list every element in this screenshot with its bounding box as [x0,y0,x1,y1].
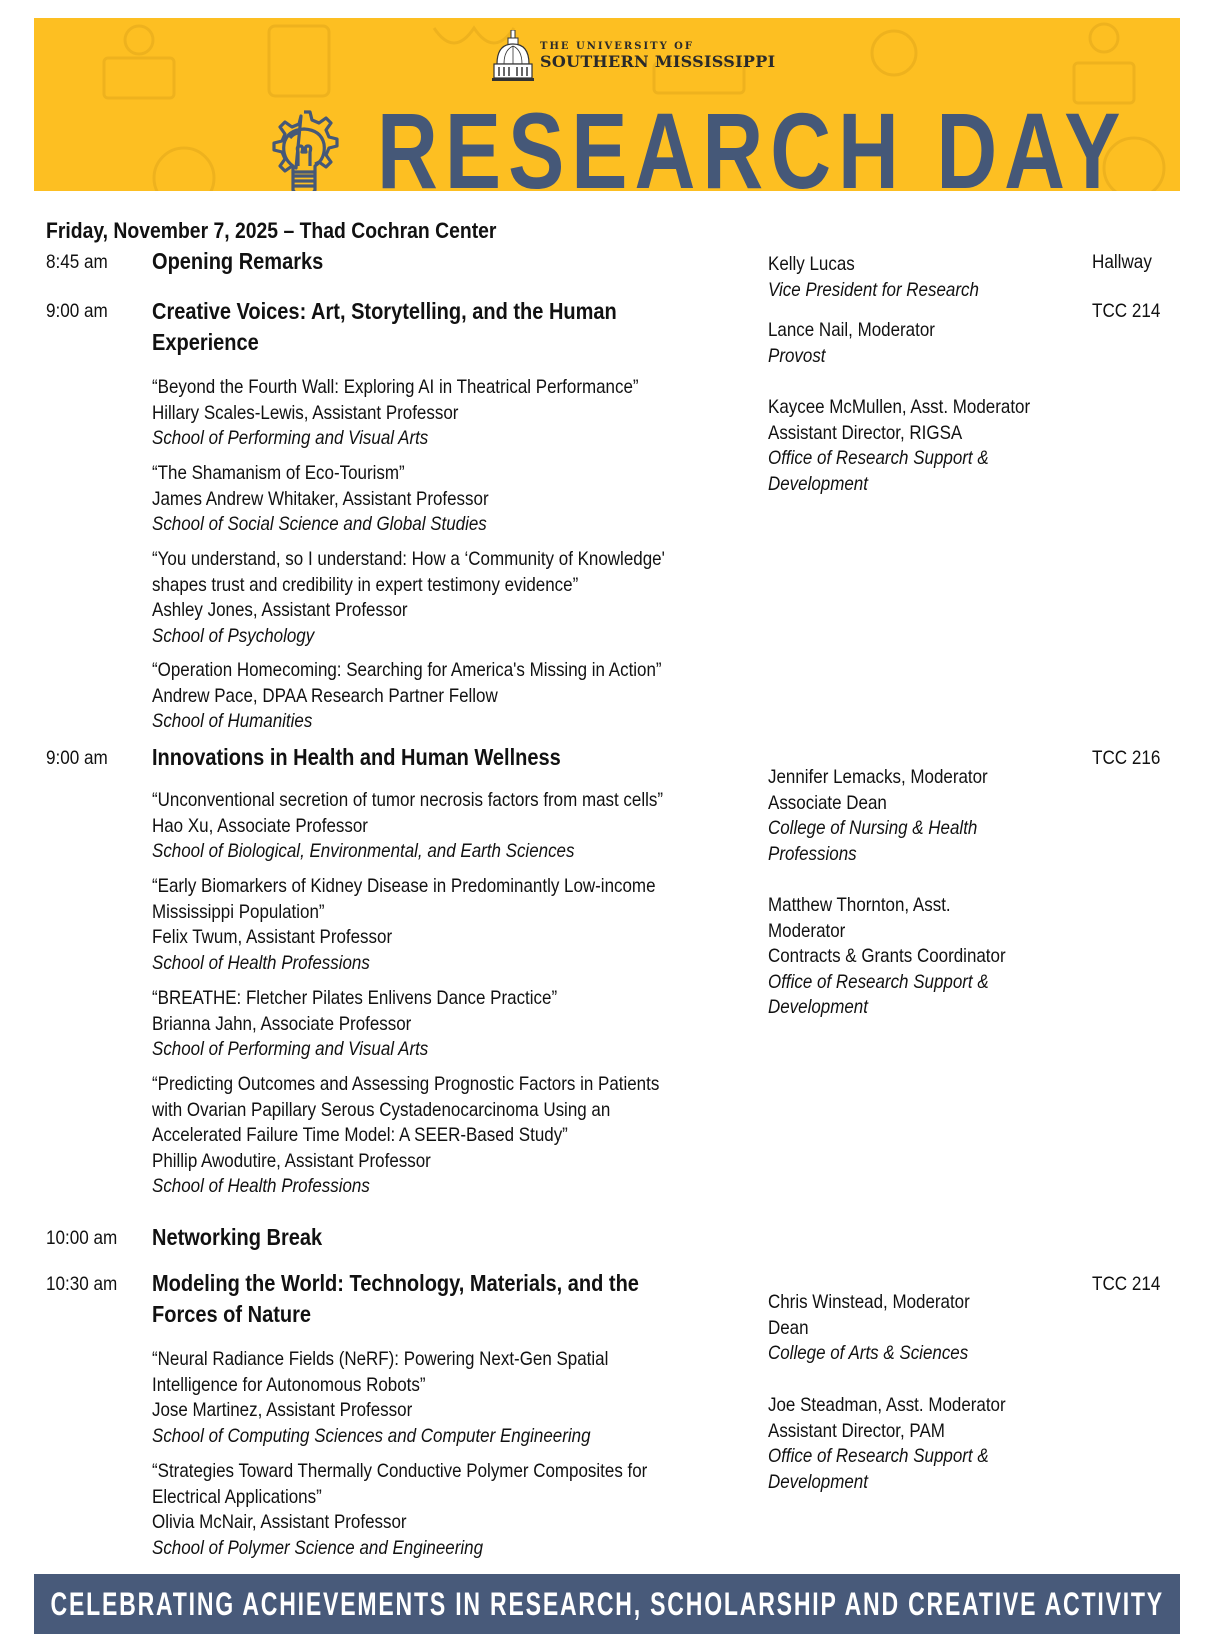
moderator-office: Professions [768,842,857,865]
talk-title-line: Mississippi Population” [152,900,325,923]
moderator-block [768,318,1081,369]
asst-moderator-block [768,1393,1081,1495]
talk-item [152,1347,718,1449]
talk-department: School of Psychology [152,624,315,647]
talk-title: “Beyond the Fourth Wall: Exploring AI in Theatrical Performance” [152,376,639,398]
slot-room: Hallway [1092,252,1152,273]
talk-item [152,788,718,865]
moderator-name: Lance Nail, Moderator [768,319,935,341]
asst-moderator-name: Matthew Thornton, Asst. [768,894,951,916]
moderator-block [768,1290,1081,1367]
talk-title-line: Electrical Applications” [152,1485,322,1508]
asst-moderator-block [768,893,1081,1021]
date-location-heading: Friday, November 7, 2025 – Thad Cochran Center [46,218,497,243]
talk-department: School of Social Science and Global Studies [152,513,487,536]
asst-moderator-position: Contracts & Grants Coordinator [768,945,1006,968]
talk-presenter: Ashley Jones, Assistant Professor [152,599,408,622]
moderator-office: College of Arts & Sciences [768,1342,969,1365]
talk-title-line: Accelerated Failure Time Model: A SEER-Based Study” [152,1124,568,1147]
talk-item [152,1459,718,1561]
asst-moderator-name: Kaycee McMullen, Asst. Moderator [768,396,1031,418]
capitol-dome-icon [492,30,534,82]
moderator-block [768,765,1081,867]
slot-title: Creative Voices: Art, Storytelling, and the Human Experience [152,298,617,355]
talk-title: “Operation Homecoming: Searching for America's Missing in Action” [152,659,662,681]
talk-presenter: Brianna Jahn, Associate Professor [152,1012,412,1035]
slot-title: Innovations in Health and Human Wellness [152,744,561,770]
event-title: RESEARCH DAY [377,90,1128,191]
talk-item [152,986,718,1063]
talk-title-line: with Ovarian Papillary Serous Cystadenocarcinoma Using an [152,1098,611,1121]
slot-title: Opening Remarks [152,248,324,274]
talk-title: “BREATHE: Fletcher Pilates Enlivens Dance Practice” [152,987,558,1009]
talk-department: School of Humanities [152,710,313,733]
talk-presenter: Felix Twum, Assistant Professor [152,926,393,949]
asst-moderator-position: Assistant Director, PAM [768,1419,945,1442]
talk-title: “The Shamanism of Eco-Tourism” [152,462,405,484]
talk-title-line: “Neural Radiance Fields (NeRF): Powering Next-Gen Spatial [152,1348,609,1370]
asst-moderator-name: Joe Steadman, Asst. Moderator [768,1394,1006,1416]
moderator-position: Associate Dean [768,791,887,814]
slot-time: 10:30 am [46,1274,118,1295]
talk-department: School of Polymer Science and Engineering [152,1536,484,1559]
asst-moderator-office: Office of Research Support & [768,1445,989,1468]
speaker-block [768,252,1081,303]
talk-department: School of Computing Sciences and Computer Engineering [152,1424,591,1447]
slot-time: 9:00 am [46,748,108,769]
talk-title-line: shapes trust and credibility in expert testimony evidence” [152,573,579,596]
moderator-name: Chris Winstead, Moderator [768,1291,970,1313]
talk-department: School of Performing and Visual Arts [152,427,429,450]
talk-presenter: Andrew Pace, DPAA Research Partner Fellow [152,684,498,707]
asst-moderator-office: Development [768,472,868,495]
talk-title-line: Intelligence for Autonomous Robots” [152,1373,426,1396]
moderator-name: Jennifer Lemacks, Moderator [768,766,988,788]
moderator-position: Dean [768,1316,809,1339]
asst-moderator-position: Assistant Director, RIGSA [768,421,963,444]
asst-moderator-block [768,395,1081,497]
talk-title-line: “Predicting Outcomes and Assessing Prognostic Factors in Patients [152,1073,660,1095]
talk-title-line: “You understand, so I understand: How a ‘Community of Knowledge' [152,548,665,570]
talk-presenter: Phillip Awodutire, Assistant Professor [152,1149,431,1172]
talk-department: School of Biological, Environmental, and Earth Sciences [152,840,575,863]
talk-item [152,375,718,452]
talk-item [152,1072,718,1200]
talk-presenter: Jose Martinez, Assistant Professor [152,1399,413,1422]
asst-moderator-office: Development [768,1470,868,1493]
talk-item [152,461,718,538]
slot-room: TCC 214 [1092,301,1161,322]
talk-item [152,547,718,649]
slot-title: Networking Break [152,1224,323,1250]
talk-presenter: James Andrew Whitaker, Assistant Professor [152,487,489,510]
talk-item [152,658,718,735]
footer-tagline: CELEBRATING ACHIEVEMENTS IN RESEARCH, SCHOLARSHIP AND CREATIVE ACTIVITY [50,1585,1164,1622]
talk-presenter: Hao Xu, Associate Professor [152,814,368,837]
university-name-line2: SOUTHERN MISSISSIPPI [540,52,776,71]
talk-department: School of Health Professions [152,1175,370,1198]
asst-moderator-name: Moderator [768,919,846,942]
asst-moderator-office: Office of Research Support & [768,970,989,993]
slot-time: 10:00 am [46,1228,118,1249]
speaker-role: Vice President for Research [768,278,979,301]
footer-banner [34,1574,1180,1634]
slot-room: TCC 214 [1092,1274,1161,1295]
slot-title: Modeling the World: Technology, Materials, and the Forces of Nature [152,1270,639,1327]
speaker-name: Kelly Lucas [768,253,855,275]
talk-presenter: Olivia McNair, Assistant Professor [152,1511,407,1534]
talk-title-line: “Early Biomarkers of Kidney Disease in Predominantly Low-income [152,875,656,897]
talk-department: School of Health Professions [152,951,370,974]
talk-title: “Unconventional secretion of tumor necrosis factors from mast cells” [152,789,664,811]
slot-time: 8:45 am [46,252,108,273]
talk-department: School of Performing and Visual Arts [152,1038,429,1061]
talk-title-line: “Strategies Toward Thermally Conductive Polymer Composites for [152,1460,648,1482]
talk-presenter: Hillary Scales-Lewis, Assistant Professor [152,401,459,424]
header-banner [34,18,1180,191]
slot-time: 9:00 am [46,301,108,322]
slot-room: TCC 216 [1092,748,1161,769]
asst-moderator-office: Development [768,996,868,1019]
asst-moderator-office: Office of Research Support & [768,447,989,470]
talk-item [152,874,718,976]
university-name-line1: THE UNIVERSITY OF [540,41,694,52]
moderator-office: College of Nursing & Health [768,817,978,840]
moderator-role: Provost [768,344,826,367]
university-logo [492,26,775,86]
lightbulb-gear-pencil-icon [268,110,340,191]
